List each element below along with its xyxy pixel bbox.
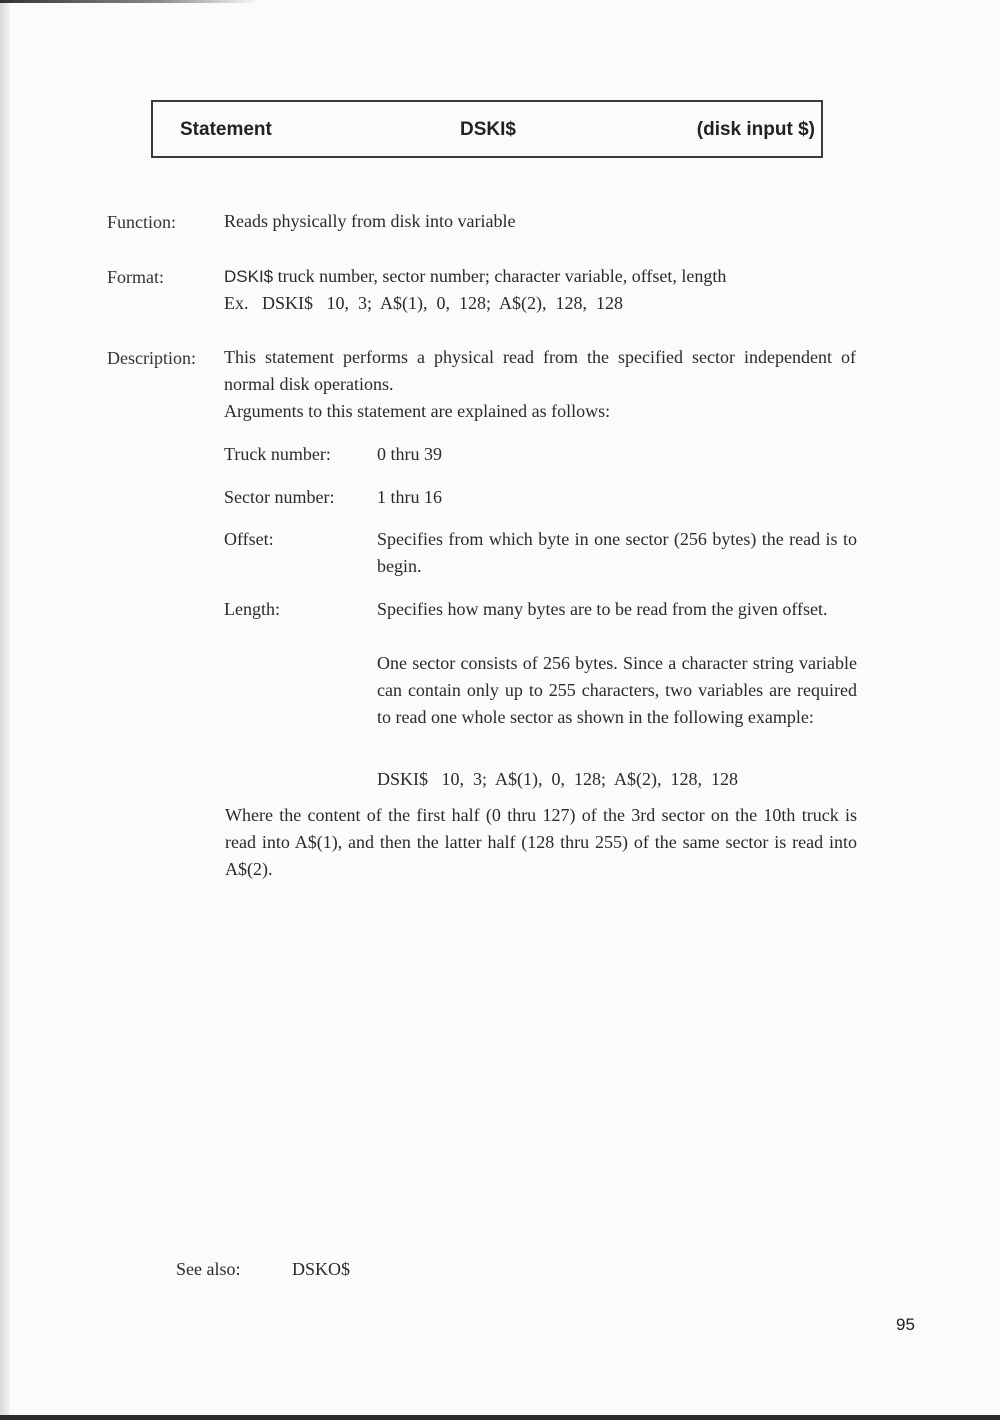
arg-value-length: Specifies how many bytes are to be read from the given offset. xyxy=(377,599,828,619)
arg-value-sector: 1 thru 16 xyxy=(377,487,442,507)
arg-name-sector: Sector number: xyxy=(224,487,335,507)
description-intro: This statement performs a physical read from the specified sector independent of normal disk operations. xyxy=(224,347,856,394)
arg-value-length-note: One sector consists of 256 bytes. Since a character string variable can contain only up to 255 characters, two variables are required to read one whole sector as shown in the following example: xyxy=(377,653,857,727)
description-intro-2: Arguments to this statement are explained as follows: xyxy=(224,401,611,421)
statement-description: (disk input $) xyxy=(696,119,815,140)
statement-kind: Statement xyxy=(180,119,272,140)
see-also-label: See also: xyxy=(176,1259,241,1279)
format-example-label: Ex. xyxy=(224,293,249,313)
arg-name-length: Length: xyxy=(224,599,280,619)
format-example: DSKI$ 10, 3; A$(1), 0, 128; A$(2), 128, 128 xyxy=(262,293,623,313)
arg-name-offset: Offset: xyxy=(224,529,274,549)
description-example: DSKI$ 10, 3; A$(1), 0, 128; A$(2), 128, 128 xyxy=(377,769,738,789)
format-syntax: truck number, sector number; character variable, offset, length xyxy=(277,266,727,286)
format-keyword: DSKI$ xyxy=(224,267,274,286)
arg-value-offset: Specifies from which byte in one sector (256 bytes) the read is to begin. xyxy=(377,529,857,576)
page-number: 95 xyxy=(896,1315,915,1334)
format-label: Format: xyxy=(107,267,164,287)
function-text: Reads physically from disk into variable xyxy=(224,211,516,231)
page-top-edge xyxy=(0,0,260,3)
see-also-reference[interactable]: DSKO$ xyxy=(292,1259,351,1279)
arg-value-truck: 0 thru 39 xyxy=(377,444,442,464)
page-left-edge-shadow xyxy=(0,0,10,1420)
function-label: Function: xyxy=(107,212,177,232)
statement-title-box xyxy=(151,100,823,158)
format-syntax-line xyxy=(224,263,726,290)
arg-name-truck: Truck number: xyxy=(224,444,331,464)
statement-name: DSKI$ xyxy=(460,119,516,140)
description-label: Description: xyxy=(107,348,196,368)
page-bottom-edge xyxy=(0,1415,1000,1420)
format-example-line xyxy=(224,290,623,317)
description-closing: Where the content of the first half (0 thru 127) of the 3rd sector on the 10th truck is read into A$(1), and then the latter half (128 thru 255) of the same sector is read into A$(2). xyxy=(225,805,857,879)
